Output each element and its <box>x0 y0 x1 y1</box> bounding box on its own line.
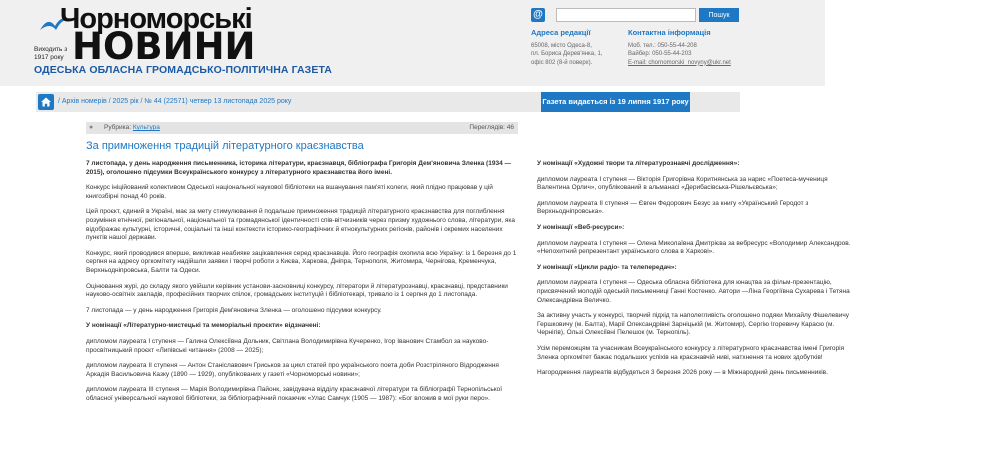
article-paragraph: За активну участь у конкурсі, творчий підхід та наполегливість оголошено подяки Михайлу Фішелевичу Гершковичу (м. Балта), Марії Олександрівні Зарніцькій (м. Житомир), Сергію Ігоревичу Карасю (м. Чернігів), Ользі Олексіївні Пелешок (м. Тернопіль). <box>537 312 849 337</box>
article-paragraph: дипломом лауреата ІІ ступеня — Євген Федорович Безус за книгу «Український Геродот з Верхньодніпровська». <box>537 199 809 216</box>
article-paragraph: Нагородження лауреатів відбудеться 3 березня 2026 року — в Міжнародний день письменників. <box>537 369 828 377</box>
at-icon: @ <box>531 8 545 22</box>
logo-since-text: Виходить з 1917 року <box>34 46 68 61</box>
article-paragraph: дипломом лауреата І ступеня — Вікторія Григорівна Коритнянська за нарис «Поетеса-мучениця Валентина Орлич», опублікований в альманасі «Дерибасівська-Рішельєвська»; <box>537 175 828 192</box>
breadcrumb-archive[interactable]: / Архів номерів <box>58 98 109 105</box>
views-count: Переглядів: 46 <box>469 124 514 131</box>
search-input[interactable] <box>556 8 696 22</box>
article-paragraph: 7 листопада — у день народження Григорія Дем'яновича Зленка — оголошено підсумки конкурсу. <box>86 306 382 314</box>
rubric-link[interactable]: Культура <box>132 124 160 131</box>
article-paragraph: дипломом лауреата І ступеня — Одеська обласна бібліотека для юнацтва за фільм-презентацію, присвячений молодій одеській письменниці Ганні Костенко. Автори —Ліна Георгіївна Сухарева і Тетяна Олександрівна Величко. <box>537 279 850 304</box>
rubric-label: Рубрика: Культура <box>104 124 160 131</box>
address-line: офіс 802 (8-й поверх). <box>531 59 593 66</box>
article-title: За примноження традицій літературного краєзнавства <box>86 140 364 152</box>
address-block <box>531 29 602 67</box>
article-paragraph: У номінації «Цикли радіо- та телепередач»: <box>537 263 677 271</box>
logo-top-text: Чорноморські <box>60 3 252 35</box>
article-paragraph: Усім переможцям та учасникам Всеукраїнського конкурсу з літературного краєзнавства імені Григорія Зленка оргкомітет бажає подальших успіхів на краєзнавчій ниві, натхнення та нових здобутків! <box>537 344 845 361</box>
article-paragraph: Оцінювання журі, до складу якого увійшли керівник установи-засновниці конкурсу, літератори й літературознавці, краєзнавці, представники науково-освітніх закладів, професійних творчих спілок, громадських інституцій і бібліотекарі, тривало із 1 серпня до 1 листопада. <box>86 282 508 299</box>
address-title: Адреса редакції <box>531 28 591 37</box>
address-line: 65008, місто Одеса-8, <box>531 42 592 49</box>
address-line: пл. Бориса Дерев'янка, 1, <box>531 51 603 57</box>
article-paragraph: 7 листопада, у день народження письменника, історика літератури, краєзнавця, бібліографа Григорія Дем'яновича Зленка (1934 — 2015), оголошено підсумки Всеукраїнського конкурсу з літературного краєзнавства його імені. <box>86 160 511 176</box>
article-paragraph: Конкурс ініційований колективом Одеської національної наукової бібліотеки на вшанування пам'яті колеги, який плідно працював у цій книгозбірні понад 40 років. <box>86 184 493 200</box>
breadcrumb-links <box>58 98 291 105</box>
contact-line: Вайбер: 050-55-44-203 <box>628 51 692 57</box>
home-icon[interactable] <box>38 94 54 110</box>
rubric-bar <box>86 122 518 134</box>
article-paragraph: Цей проєкт, єдиний в Україні, має за мету стимулювання й подальше примноження традицій літературного краєзнавства для поглиблення розуміння етнічної, регіональної, національної та громадянської ідентичності спів-вітчизників через призму художнього слова, літератури, яка відображає культурні, історичні, соціальні та інші контексти історико-географічних й етнокультурних регіонів, районів і окремих населених пунктів нашої держави. <box>86 208 516 242</box>
article-paragraph: У номінації «Веб-ресурси»: <box>537 223 625 231</box>
logo-big-text: НОВИНИ <box>72 25 256 68</box>
contacts-block <box>628 29 731 67</box>
article-paragraph: дипломом лауреата ІІІ ступеня — Марія Володимирівна Пайонк, завідувача відділу краєзнавчої літератури та бібліографії Тернопільської обласної універсальної наукової бібліотеки, за бібліографічний покажчик «Улас Самчук (1905 — 1987): «Бог вложив в мої руки перо». <box>86 386 503 402</box>
breadcrumb-issue[interactable]: / № 44 (22571) четвер 13 листопада 2025 року <box>140 98 292 105</box>
article-paragraph: дипломом лауреата І ступеня — Олена Миколаївна Дмитрієва за вебресурс «Володимир Александров. «Непохитний репрезентант українського слова в Харкові». <box>537 239 851 256</box>
drop-icon: ● <box>89 124 94 131</box>
article-paragraph: Конкурс, який проводився вперше, викликав неабияке зацікавлення серед краєзнавців. Його географія охопила всю Україну: із 1 березня до 1 серпня на адресу оргкомітету надійшли заявки і творчі роботи з Києва, Харкова, Дніпра, Тернополя, Житомира, Чернігова, Кременчука, Верхньодніпровська, Балти та Одеси. <box>86 249 517 274</box>
article-left-column <box>86 160 518 410</box>
article-paragraph: дипломом лауреата ІІ ступеня — Антон Станіславович Гриськов за цикл статей про українського поета доби Розстріляного Відродження Аркадія Васильовича Казку (1890 — 1929), опублікованих у газеті «Чорноморські новини»; <box>86 362 499 378</box>
contact-email[interactable]: E-mail: chornomorski_novyny@ukr.net <box>628 59 731 66</box>
site-header <box>0 0 1000 86</box>
breadcrumb-year[interactable]: / 2025 рік <box>108 98 141 105</box>
article-paragraph: У номінації «Художні твори та літературознавчі дослідження»: <box>537 160 740 167</box>
article-paragraph: У номінації «Літературно-мистецькі та меморіальні проєкти» відзначені: <box>86 322 321 330</box>
contacts-title: Контактна інформація <box>628 28 711 37</box>
contact-line: Моб. тел.: 050-55-44-208 <box>628 42 697 49</box>
logo-subtitle: ОДЕСЬКА ОБЛАСНА ГРОМАДСЬКО-ПОЛІТИЧНА ГАЗЕТА <box>34 64 332 76</box>
article-right-column <box>537 160 859 385</box>
article-paragraph: дипломом лауреата І ступеня — Галина Олексіївна Дольник, Світлана Володимирівна Кучеренко, Ігор Іванович Стамбол за науково-просвітницький проєкт «Липівські читання» (2008 — 2025); <box>86 337 489 354</box>
since-1917-banner[interactable]: Газета видається із 19 липня 1917 року <box>541 92 690 112</box>
site-logo[interactable] <box>28 3 332 80</box>
search-button[interactable]: Пошук <box>699 8 739 22</box>
